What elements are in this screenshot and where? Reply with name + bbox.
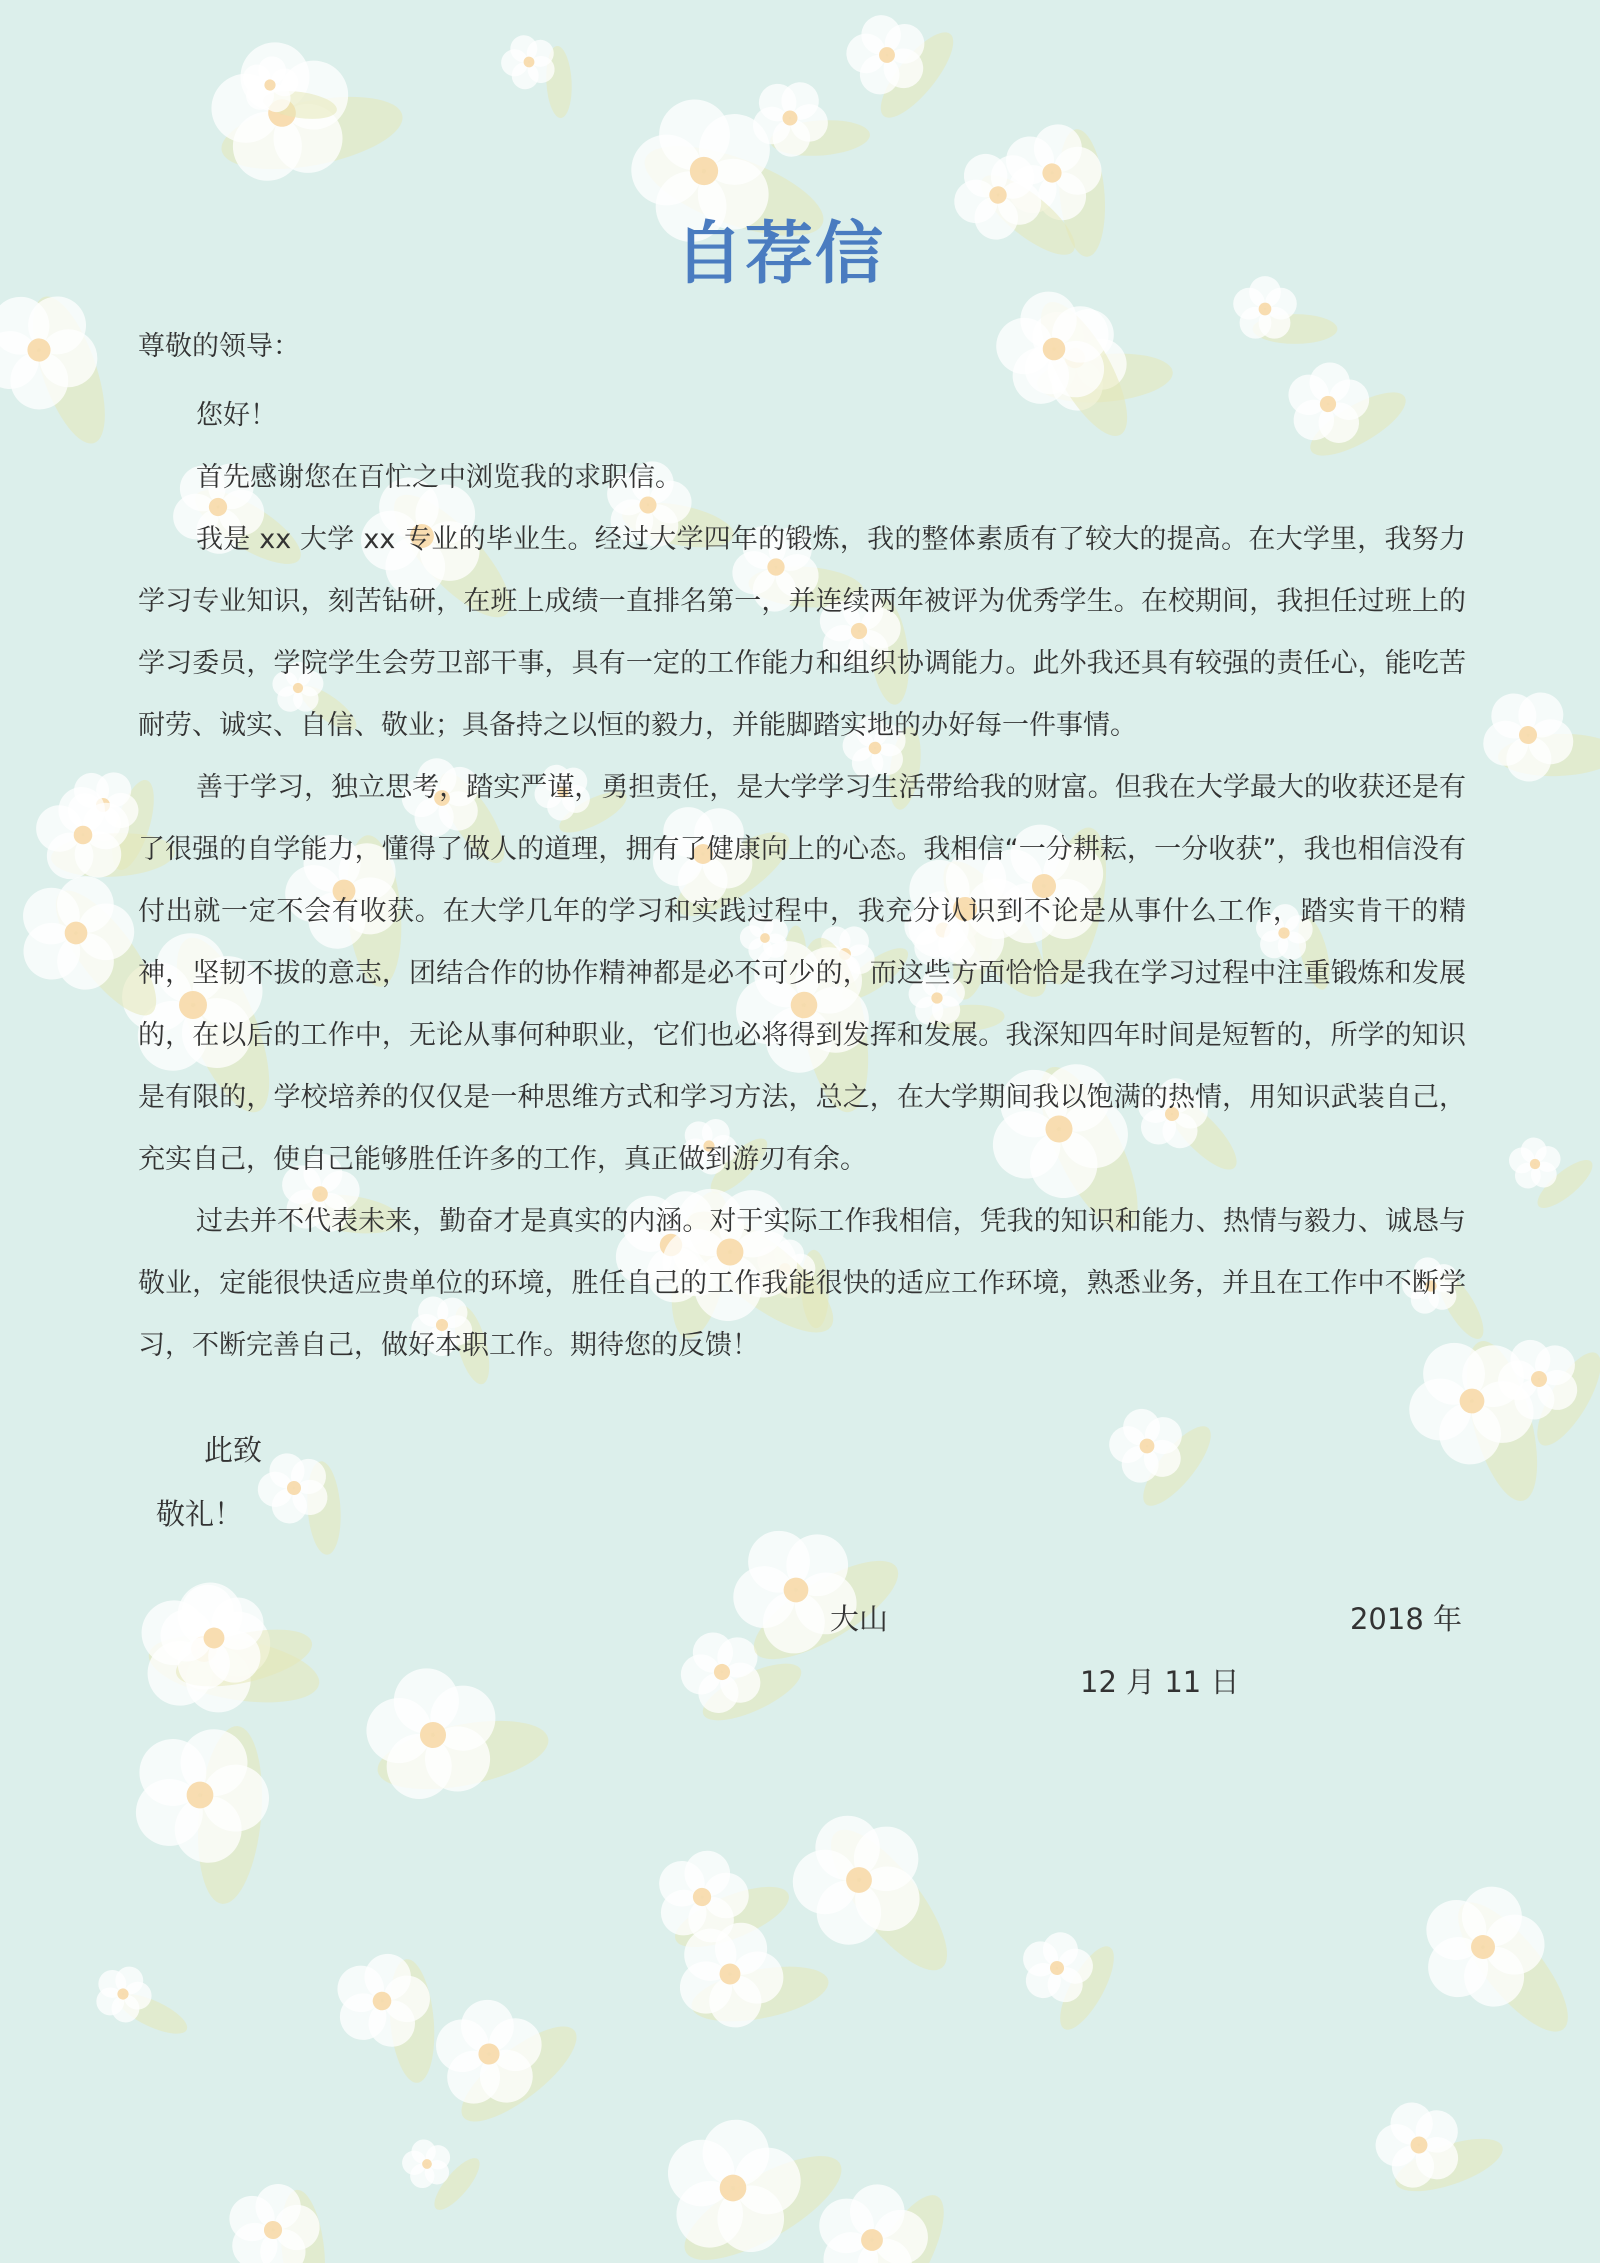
letter-title: 自荐信 bbox=[674, 215, 885, 294]
paragraph-qualities: 善于学习，独立思考，踏实严谨，勇担责任，是大学学习生活带给我的财富。但我在大学最大的收获还是有了很强的自学能力，懂得了做人的道理，拥有了健康向上的心态。我相信“一分耕耘，一分收获”，我也相信没有付出就一定不会有收获。在大学几年的学习和实践过程中，我充分认识到不论是从事什么工作，踏实肯干的精神，坚韧不拔的意志，团结合作的协作精神都是必不可少的，而这些方面恰恰是我在学习过程中注重锻炼和发展的，在以后的工作中，无论从事何种职业，它们也必将得到发挥和发展。我深知四年时间是短暂的，所学的知识是有限的，学校培养的仅仅是一种思维方式和学习方法，总之，在大学期间我以饱满的热情，用知识武装自己，充实自己，使自己能够胜任许多的工作，真正做到游刃有余。 bbox=[138, 772, 1466, 1175]
signature-year: 2018 年 bbox=[1349, 1602, 1462, 1636]
letter-body bbox=[138, 385, 1466, 1377]
closing-line-2: 敬礼！ bbox=[156, 1497, 244, 1531]
paragraph-hello: 您好！ bbox=[196, 400, 277, 431]
signature-name: 大山 bbox=[830, 1602, 889, 1636]
paragraph-thanks: 首先感谢您在百忙之中浏览我的求职信。 bbox=[196, 462, 682, 493]
signature-date: 12 月 11 日 bbox=[1080, 1665, 1240, 1699]
paragraph-future: 过去并不代表未来，勤奋才是真实的内涵。对于实际工作我相信，凭我的知识和能力、热情与毅力、诚恳与敬业，定能很快适应贵单位的环境，胜任自己的工作我能很快的适应工作环境，熟悉业务，并且在工作中不断学习，不断完善自己，做好本职工作。期待您的反馈！ bbox=[138, 1206, 1466, 1361]
closing-line-1: 此致 bbox=[204, 1433, 263, 1467]
paragraph-background: 我是 xx 大学 xx 专业的毕业生。经过大学四年的锻炼，我的整体素质有了较大的提高。在大学里，我努力学习专业知识，刻苦钻研，在班上成绩一直排名第一，并连续两年被评为优秀学生。在校期间，我担任过班上的学习委员，学院学生会劳卫部干事，具有一定的工作能力和组织协调能力。此外我还具有较强的责任心，能吃苦耐劳、诚实、自信、敬业；具备持之以恒的毅力，并能脚踏实地的办好每一件事情。 bbox=[138, 524, 1466, 741]
salutation: 尊敬的领导： bbox=[138, 331, 300, 362]
